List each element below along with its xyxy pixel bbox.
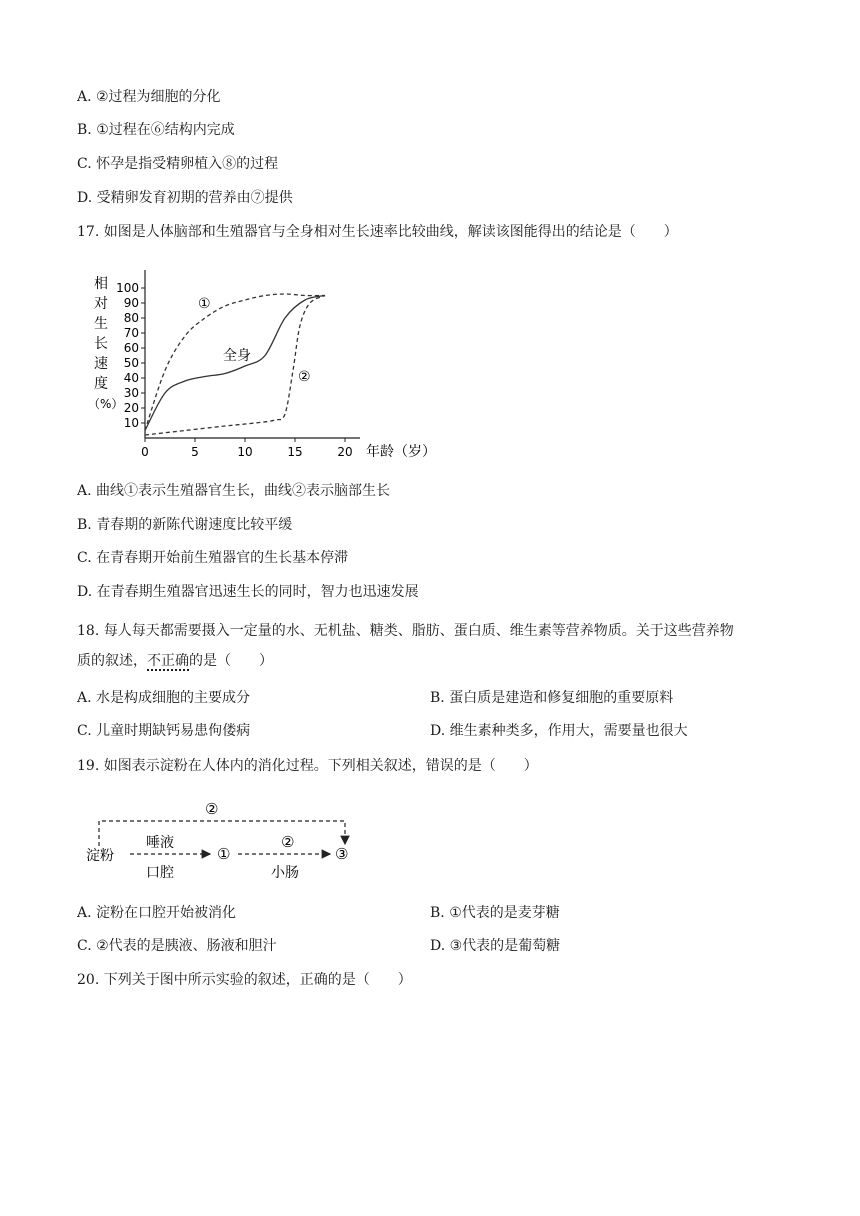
- x-axis-label: 年龄（岁）: [366, 444, 436, 460]
- y-label-char: 生: [94, 316, 108, 332]
- saliva-label: 唾液: [146, 835, 174, 851]
- q18-stem-emphasis: 不正确: [147, 653, 189, 669]
- q19-option-c: C. ②代表的是胰液、肠液和胆汁: [77, 938, 277, 954]
- y-tick-label: 60: [123, 341, 139, 355]
- q17-stem: 17. 如图是人体脑部和生殖器官与全身相对生长速率比较曲线，解读该图能得出的结论是（ ）: [77, 224, 678, 240]
- q16-option-b: B. ①过程在⑥结构内完成: [77, 122, 235, 138]
- node-1: ①: [217, 845, 231, 863]
- y-tick-label: 10: [123, 416, 139, 430]
- x-tick-labels: [141, 438, 352, 459]
- q17-option-b: B. 青春期的新陈代谢速度比较平缓: [77, 517, 293, 533]
- q19-option-d: D. ③代表的是葡萄糖: [430, 938, 561, 954]
- intestine-label: 小肠: [271, 865, 299, 881]
- intestine-agent-label: ②: [281, 833, 295, 851]
- q18-stem-line2: [77, 651, 273, 671]
- x-tick-label: 20: [337, 445, 353, 459]
- x-tick-label: 15: [287, 445, 303, 459]
- series-reproductive-curve: [145, 296, 325, 436]
- y-tick-label: 100: [116, 281, 139, 295]
- y-tick-label: 30: [123, 386, 139, 400]
- y-tick-label: 80: [123, 311, 139, 325]
- series-group: [145, 294, 325, 435]
- q18-option-d: D. 维生素种类多，作用大，需要量也很大: [430, 723, 688, 739]
- q17-option-a: A. 曲线①表示生殖器官生长，曲线②表示脑部生长: [77, 483, 391, 499]
- q18-option-b: B. 蛋白质是建造和修复细胞的重要原料: [430, 690, 674, 706]
- y-tick-label: 70: [123, 326, 139, 340]
- bypass-dashed-path: [99, 821, 345, 846]
- q16-option-c: C. 怀孕是指受精卵植入⑧的过程: [77, 156, 279, 172]
- mouth-label: 口腔: [146, 865, 174, 881]
- node-3: ③: [335, 845, 349, 863]
- y-tick-label: 50: [123, 356, 139, 370]
- starch-label: 淀粉: [86, 848, 114, 864]
- x-tick-label: 5: [191, 445, 199, 459]
- y-label-char: 度: [94, 376, 108, 392]
- y-axis-label: [88, 275, 123, 411]
- y-label-char: 速: [94, 356, 108, 372]
- x-tick-label: 10: [237, 445, 253, 459]
- curve-label-1: ①: [198, 296, 211, 312]
- y-label-char: 长: [94, 336, 108, 352]
- q19-option-a: A. 淀粉在口腔开始被消化: [77, 905, 237, 921]
- y-tick-label: 20: [123, 401, 139, 415]
- curve-label-2: ②: [298, 369, 311, 385]
- q20-stem: 20. 下列关于图中所示实验的叙述，正确的是（ ）: [77, 972, 412, 988]
- y-label-char: （%）: [88, 397, 124, 411]
- q17-option-c: C. 在青春期开始前生殖器官的生长基本停滞: [77, 550, 349, 566]
- q19-stem: 19. 如图表示淀粉在人体内的消化过程。下列相关叙述，错误的是（ ）: [77, 758, 538, 774]
- y-label-char: 相: [94, 276, 108, 292]
- q16-option-d: D. 受精卵发育初期的营养由⑦提供: [77, 190, 293, 206]
- q18-stem-pre: 质的叙述，: [77, 653, 147, 669]
- bypass-label: ②: [205, 800, 219, 818]
- q19-option-b: B. ①代表的是麦芽糖: [430, 905, 560, 921]
- y-label-char: 对: [94, 296, 108, 312]
- q17-growth-chart: [78, 260, 448, 470]
- y-tick-label: 40: [123, 371, 139, 385]
- q18-option-a: A. 水是构成细胞的主要成分: [77, 690, 251, 706]
- q16-option-a: A. ②过程为细胞的分化: [77, 89, 221, 105]
- q18-stem-line1: 18. 每人每天都需要摄入一定量的水、无机盐、糖类、脂肪、蛋白质、维生素等营养物质。关于这些营养物: [77, 623, 734, 639]
- curve-label-body: 全身: [223, 348, 251, 364]
- y-tick-label: 90: [123, 296, 139, 310]
- x-tick-label: 0: [141, 445, 149, 459]
- q18-stem-post: 的是（ ）: [189, 653, 273, 669]
- q18-option-c: C. 儿童时期缺钙易患佝偻病: [77, 723, 251, 739]
- q19-digestion-diagram: [78, 790, 378, 890]
- q17-option-d: D. 在青春期生殖器官迅速生长的同时，智力也迅速发展: [77, 584, 419, 600]
